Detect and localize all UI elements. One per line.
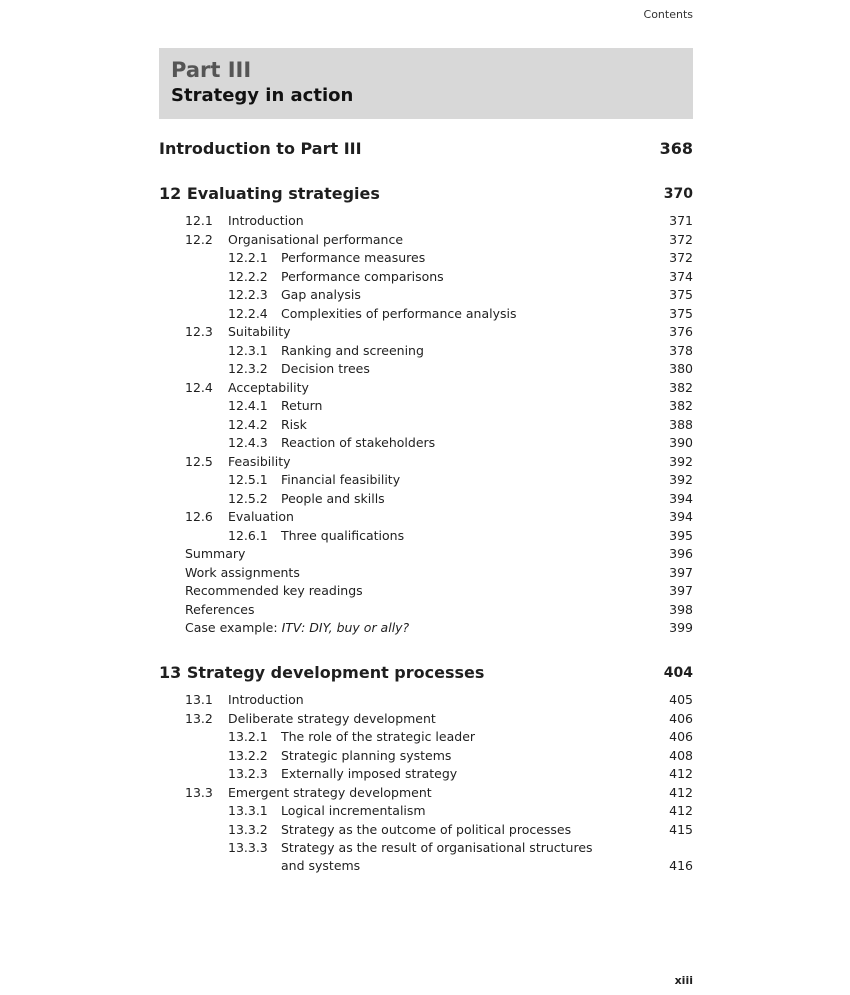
entry-title: [228, 508, 294, 526]
entry-page: 382: [669, 398, 693, 413]
running-head: Contents: [643, 8, 693, 21]
toc-subsection[interactable]: [185, 286, 693, 304]
entry-title-continuation: and systems: [281, 858, 361, 873]
entry-number: 13.2.3: [228, 766, 268, 781]
entry-page: 399: [669, 620, 693, 635]
toc-subsection[interactable]: [185, 728, 693, 746]
entry-title: [281, 268, 444, 286]
toc-subsection[interactable]: [185, 305, 693, 323]
toc-section[interactable]: [185, 710, 693, 728]
chapter-title: [159, 184, 380, 203]
toc-subsection[interactable]: [185, 527, 693, 545]
entry-page: 380: [669, 361, 693, 376]
entry-page: 382: [669, 379, 693, 395]
entry-title-text: Acceptability: [228, 379, 309, 395]
entry-number: 12.2: [185, 231, 213, 247]
toc-endmatter-item[interactable]: [185, 564, 693, 582]
entry-title-text: Reaction of stakeholders: [281, 435, 436, 450]
entry-number: 12.3.2: [228, 361, 268, 376]
entry-title: [228, 784, 432, 802]
chapter-title-text: Evaluating strategies: [186, 184, 380, 203]
toc-endmatter-item[interactable]: [185, 582, 693, 600]
entry-title-text: Strategy as the outcome of political processes: [281, 821, 572, 837]
toc-section[interactable]: [185, 379, 693, 397]
entry-number: 13.3.3: [228, 840, 268, 855]
entry-number: 12.2.4: [228, 305, 268, 321]
entry-title: [228, 323, 291, 341]
entry-title-text: People and skills: [281, 490, 385, 506]
entry-number: 13.3.1: [228, 803, 268, 818]
entry-page: 392: [669, 453, 693, 469]
entry-number: 12.5.1: [228, 472, 268, 487]
entry-title: [185, 545, 245, 563]
entry-title-text: The role of the strategic leader: [281, 729, 476, 744]
chapter-heading[interactable]: [159, 184, 693, 206]
toc-subsection[interactable]: [185, 416, 693, 434]
entry-title-text: References: [185, 601, 255, 617]
entry-number: 12.1: [185, 213, 213, 228]
entry-title-text: Complexities of performance analysis: [281, 305, 517, 321]
entry-title-text: Summary: [185, 546, 246, 561]
entry-title: [185, 601, 254, 619]
entry-number: 13.3: [185, 784, 213, 800]
entry-title: [228, 691, 304, 709]
toc-subsection[interactable]: [185, 268, 693, 286]
entry-title-text: Case example:: [185, 620, 278, 635]
entry-page: 406: [669, 710, 693, 726]
entry-number: 13.1: [185, 692, 213, 707]
entry-number: 12.2.1: [228, 250, 268, 265]
page-folio: xiii: [674, 974, 693, 987]
entry-title: [281, 490, 385, 508]
entry-number: 12.3: [185, 324, 213, 339]
entry-page: 397: [669, 583, 693, 598]
entry-page: 371: [669, 213, 693, 228]
intro-entry[interactable]: [159, 139, 693, 161]
entry-title: [281, 821, 571, 839]
entry-title: [281, 839, 593, 875]
entry-title: [185, 582, 363, 600]
intro-page: 368: [659, 139, 693, 158]
entry-number: 12.5.2: [228, 490, 268, 506]
entry-page: 374: [669, 268, 693, 284]
entry-title-text: Performance measures: [281, 250, 426, 265]
entry-title: [228, 710, 436, 728]
entry-number: 12.4: [185, 379, 213, 395]
entry-title-text: Ranking and screening: [281, 342, 424, 358]
entry-page: 378: [669, 342, 693, 358]
entry-title: [281, 747, 451, 765]
entry-title: [281, 728, 475, 746]
entry-title: [281, 397, 322, 415]
entry-title: [185, 564, 300, 582]
entry-title: [281, 802, 426, 820]
toc-subsection[interactable]: [185, 342, 693, 360]
entry-page: 416: [669, 858, 693, 873]
entry-page: 415: [669, 821, 693, 837]
toc-section[interactable]: [185, 212, 693, 230]
entry-title: [281, 360, 370, 378]
entry-title-text: Suitability: [228, 324, 291, 339]
entry-page: 412: [669, 784, 693, 800]
toc-endmatter-item[interactable]: [185, 601, 693, 619]
chapter-page: 370: [663, 186, 693, 202]
chapter-title: [159, 663, 484, 682]
entry-page: 398: [669, 601, 693, 617]
entry-title-text: Performance comparisons: [281, 268, 444, 284]
entry-page: 394: [669, 490, 693, 506]
entry-title-text: Feasibility: [228, 453, 291, 469]
entry-title: [281, 527, 404, 545]
entry-title-text: Work assignments: [185, 564, 300, 580]
entry-number: 12.3.1: [228, 342, 268, 358]
chapter-page: 404: [663, 665, 693, 681]
toc-section[interactable]: [185, 453, 693, 471]
entry-number: 12.6.1: [228, 527, 268, 543]
entry-number: 12.4.1: [228, 398, 268, 413]
toc-subsection[interactable]: [185, 249, 693, 267]
entry-page: 397: [669, 564, 693, 580]
entry-page: 392: [669, 472, 693, 487]
toc-subsection[interactable]: [185, 434, 693, 452]
entry-title-text: Logical incrementalism: [281, 803, 426, 818]
entry-number: 12.4.3: [228, 435, 268, 450]
toc-subsection[interactable]: [185, 747, 693, 765]
entry-number: 13.2.2: [228, 747, 268, 763]
toc-subsection[interactable]: [185, 360, 693, 378]
part-number: Part III: [171, 58, 252, 82]
entry-page: 405: [669, 692, 693, 707]
toc-subsection[interactable]: [185, 802, 693, 820]
entry-title: [281, 305, 517, 323]
entry-title-text: Decision trees: [281, 361, 370, 376]
entry-number: 12.6: [185, 509, 213, 524]
toc-section[interactable]: [185, 784, 693, 802]
entry-page: 375: [669, 305, 693, 321]
entry-number: 13.2: [185, 710, 213, 726]
entry-title-text: Deliberate strategy development: [228, 710, 436, 726]
entry-page: 372: [669, 250, 693, 265]
toc-section[interactable]: [185, 231, 693, 249]
entry-title-text: Strategy as the result of organisational structures: [281, 840, 593, 855]
toc-section[interactable]: [185, 508, 693, 526]
entry-number: 13.2.1: [228, 729, 268, 744]
entry-title: [281, 765, 457, 783]
entry-title-text: Return: [281, 398, 323, 413]
entry-title: [281, 416, 307, 434]
chapter-heading[interactable]: [159, 663, 693, 685]
entry-page: 408: [669, 747, 693, 763]
entry-title: [281, 286, 361, 304]
entry-page: 388: [669, 416, 693, 432]
entry-number: 12.2.2: [228, 268, 268, 284]
entry-number: 13.3.2: [228, 821, 268, 837]
entry-title: [281, 342, 424, 360]
chapter-number: 12: [159, 184, 182, 203]
toc-subsection[interactable]: [185, 397, 693, 415]
entry-title-text: Recommended key readings: [185, 583, 363, 598]
entry-title-text: Organisational performance: [228, 231, 404, 247]
entry-title: [185, 619, 409, 637]
entry-title: [281, 249, 425, 267]
toc-section[interactable]: [185, 323, 693, 341]
entry-title-text: Introduction: [228, 692, 304, 707]
entry-page: 396: [669, 546, 693, 561]
part-heading-box: [159, 48, 693, 119]
entry-number: 12.5: [185, 453, 213, 469]
toc-endmatter-item[interactable]: [185, 545, 693, 563]
toc-subsection[interactable]: [185, 490, 693, 508]
entry-number: 12.2.3: [228, 287, 268, 302]
entry-title-text: Risk: [281, 416, 307, 432]
entry-title-text: Three qualifications: [281, 527, 405, 543]
entry-title-text: Strategic planning systems: [281, 747, 452, 763]
toc-section[interactable]: [185, 691, 693, 709]
entry-page: 395: [669, 527, 693, 543]
entry-page: 394: [669, 509, 693, 524]
entry-page: 412: [669, 766, 693, 781]
entry-title: [281, 434, 435, 452]
entry-title: [228, 212, 304, 230]
entry-title: [228, 231, 403, 249]
entry-title-text: Introduction: [228, 213, 304, 228]
entry-number: 12.4.2: [228, 416, 268, 432]
entry-title-text: Externally imposed strategy: [281, 766, 458, 781]
toc-subsection[interactable]: [185, 471, 693, 489]
entry-page: 406: [669, 729, 693, 744]
entry-title-italic: ITV: DIY, buy or ally?: [281, 620, 410, 635]
entry-title: [281, 471, 400, 489]
entry-page: 412: [669, 803, 693, 818]
entry-page: 375: [669, 287, 693, 302]
entry-title: [228, 379, 309, 397]
entry-title-text: Financial feasibility: [281, 472, 401, 487]
entry-title-text: Emergent strategy development: [228, 784, 432, 800]
part-title: Strategy in action: [171, 85, 354, 106]
entry-page: 376: [669, 324, 693, 339]
entry-page: 390: [669, 435, 693, 450]
toc-subsection[interactable]: [185, 839, 693, 875]
entry-title-text: Evaluation: [228, 509, 294, 524]
toc-subsection[interactable]: [185, 765, 693, 783]
toc-endmatter-item[interactable]: [185, 619, 693, 637]
toc-subsection[interactable]: [185, 821, 693, 839]
entry-title-text: Gap analysis: [281, 287, 361, 302]
chapter-number: 13: [159, 663, 182, 682]
intro-title: Introduction to Part III: [159, 139, 362, 158]
chapter-title-text: Strategy development processes: [186, 663, 485, 682]
entry-page: 372: [669, 231, 693, 247]
entry-title: [228, 453, 291, 471]
